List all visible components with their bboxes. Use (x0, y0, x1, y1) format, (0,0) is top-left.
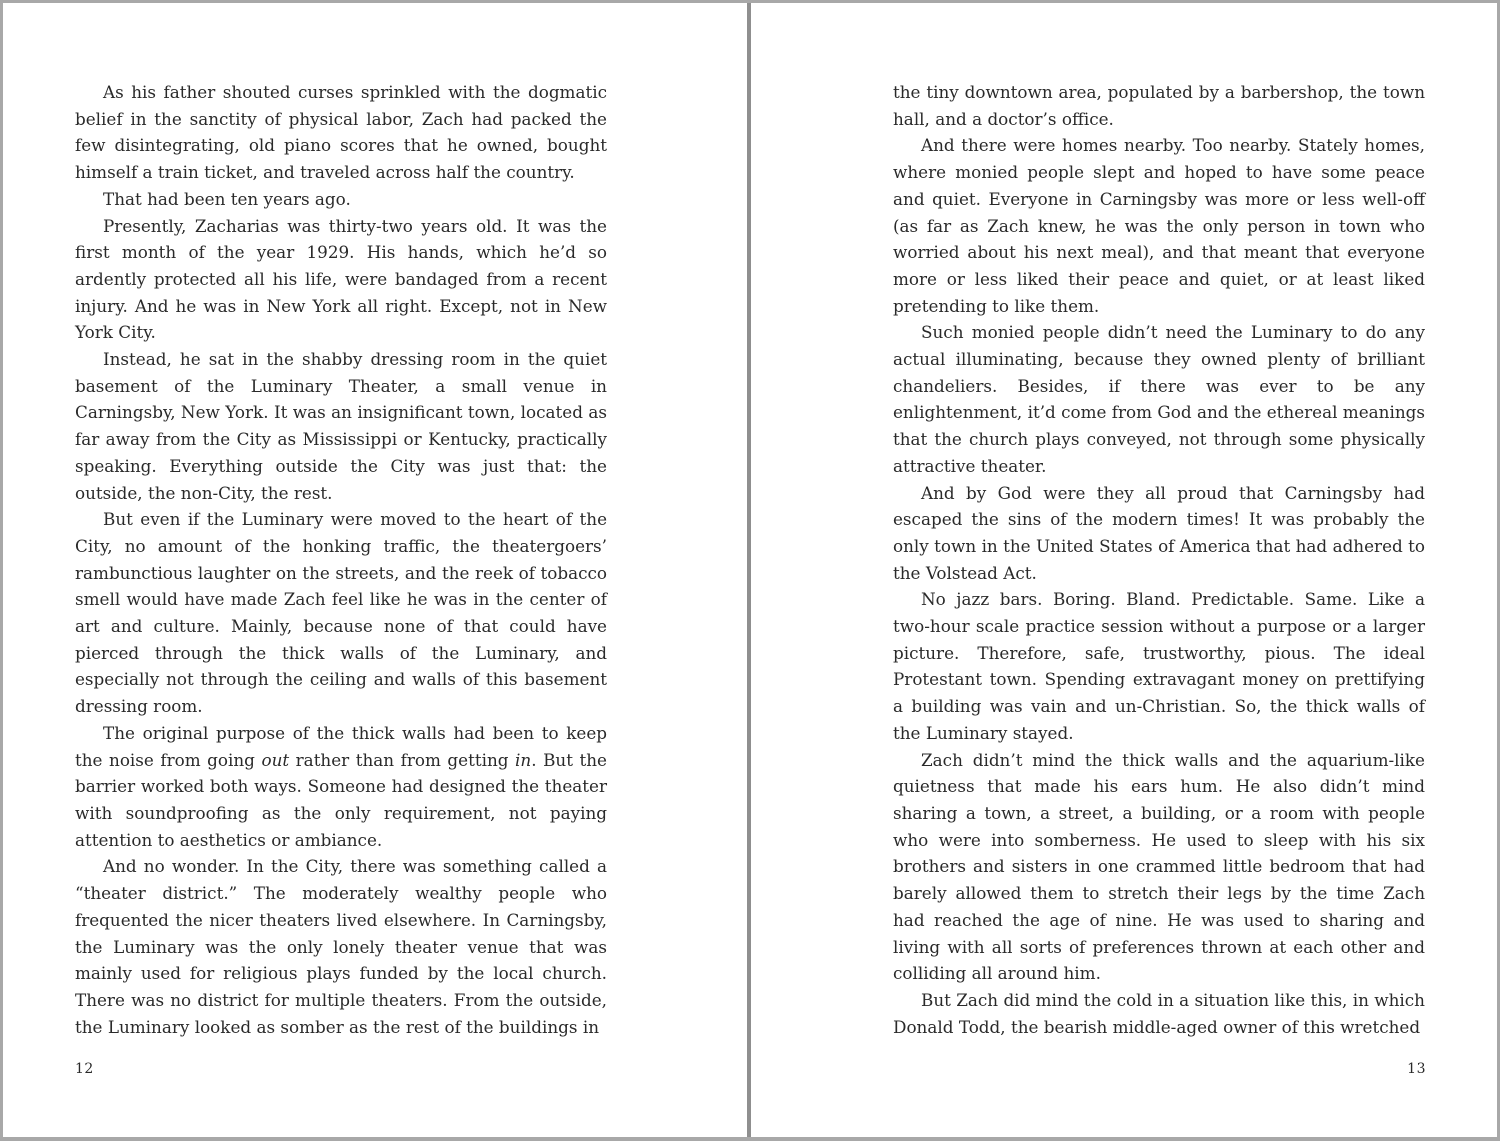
paragraph-text: . But the barrier worked both ways. Someone had designed the theater with soundproofing as the only requirement, not paying attention to aesthetics or ambiance. (75, 749, 607, 850)
paragraph (75, 720, 607, 854)
page-number: 13 (1407, 1061, 1426, 1077)
right-page (751, 3, 1497, 1137)
paragraph: Zach didn’t mind the thick walls and the aquarium-like quietness that made his ears hum. He also didn’t mind sharing a town, a street, a building, or a room with people who were into somberness. He used to sleep with his six brothers and sisters in one crammed little bedroom that had barely allowed them to stretch their legs by the time Zach had reached the age of nine. He was used to sharing and living with all sorts of preferences thrown at each other and colliding all around him. (893, 749, 1425, 984)
paragraph: And there were homes nearby. Too nearby. Stately homes, where monied people slept and hoped to have some peace and quiet. Everyone in Carningsby was more or less well-off (as far as Zach knew, he was the only person in town who worried about his next meal), and that meant that everyone more or less liked their peace and quiet, or at least liked pretending to like them. (893, 135, 1425, 316)
page-number: 12 (75, 1061, 94, 1077)
paragraph: That had been ten years ago. (103, 188, 351, 209)
paragraph: the tiny downtown area, populated by a barbershop, the town hall, and a doctor’s office. (893, 82, 1425, 129)
right-page-body (893, 79, 1425, 1040)
paragraph: Presently, Zacharias was thirty-two years old. It was the first month of the year 1929. His hands, which he’d so ardently protected all his life, were bandaged from a recent injury. And he was in New York all right. Except, not in New York City. (75, 215, 607, 343)
paragraph: Instead, he sat in the shabby dressing room in the quiet basement of the Luminary Theater, a small venue in Carningsby, New York. It was an insignificant town, located as far away from the City as Mississippi or Kentucky, practically speaking. Everything outside the City was just that: the outside, the non-City, the rest. (75, 349, 607, 503)
left-page (3, 3, 747, 1137)
left-page-body (75, 79, 607, 1040)
paragraph-text: The original purpose of the thick walls had been to keep the noise from going (75, 722, 607, 770)
paragraph: Such monied people didn’t need the Luminary to do any actual illuminating, because they owned plenty of brilliant chandeliers. Besides, if there was ever to be any enlightenment, it’d come from God and the ethereal meanings that the church plays conveyed, not through some physically attractive theater. (893, 322, 1425, 476)
italic-word: out (261, 749, 290, 770)
paragraph: As his father shouted curses sprinkled with the dogmatic belief in the sanctity of physical labor, Zach had packed the few disintegrating, old piano scores that he owned, bought himself a train ticket, and traveled across half the country. (75, 82, 607, 183)
paragraph: And no wonder. In the City, there was something called a “theater district.” The moderately wealthy people who frequented the nicer theaters lived elsewhere. In Carningsby, the Luminary was the only lonely theater venue that was mainly used for religious plays funded by the local church. There was no district for multiple theaters. From the outside, the Luminary looked as somber as the rest of the buildings in (75, 856, 607, 1037)
paragraph: But even if the Luminary were moved to the heart of the City, no amount of the honking traffic, the theatergoers’ rambunctious laughter on the streets, and the reek of tobacco smell would have made Zach feel like he was in the center of art and culture. Mainly, because none of that could have pierced through the thick walls of the Luminary, and especially not through the ceiling and walls of this basement dressing room. (75, 509, 607, 717)
paragraph: And by God were they all proud that Carningsby had escaped the sins of the modern times! It was probably the only town in the United States of America that had adhered to the Volstead Act. (893, 482, 1425, 583)
paragraph: No jazz bars. Boring. Bland. Predictable. Same. Like a two-hour scale practice session without a purpose or a larger picture. Therefore, safe, trustworthy, pious. The ideal Protestant town. Spending extravagant money on prettifying a building was vain and un-Christian. So, the thick walls of the Luminary stayed. (893, 589, 1425, 743)
paragraph: But Zach did mind the cold in a situation like this, in which Donald Todd, the bearish middle-aged owner of this wretched (893, 989, 1425, 1037)
paragraph-text: rather than from getting (289, 749, 516, 770)
italic-word: in (515, 749, 532, 770)
